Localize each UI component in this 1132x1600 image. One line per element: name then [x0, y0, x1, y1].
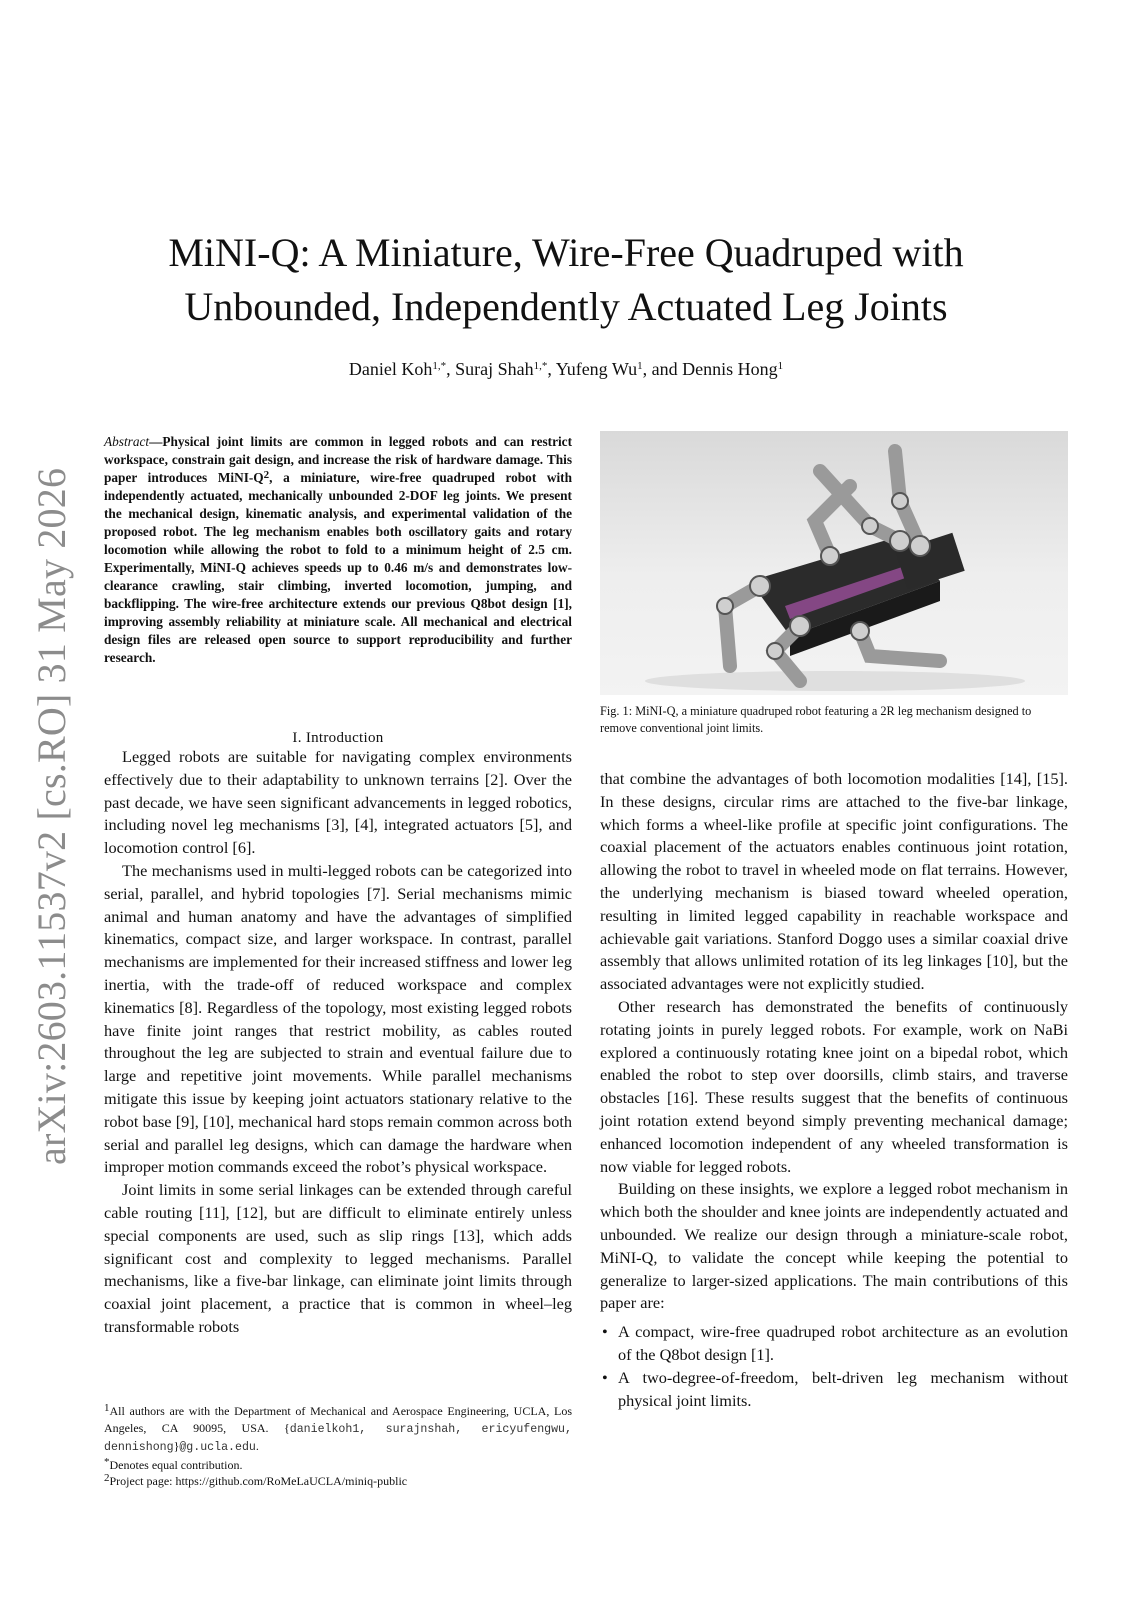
right-column-body: [600, 768, 1068, 1412]
author-emails: danielkoh1, surajnshah, ericyufengwu, dennishong: [104, 1422, 572, 1454]
abstract-label: Abstract: [104, 434, 150, 449]
arxiv-identifier: [22, 465, 82, 1165]
footnote-marker: *: [104, 1455, 110, 1468]
left-column-body: [104, 746, 572, 1339]
author-name: , Suraj Shah: [446, 359, 534, 379]
author-name: , Yufeng Wu: [547, 359, 638, 379]
contributions-list: [600, 1321, 1068, 1412]
footnotes: [104, 1403, 572, 1490]
footnote-marker: 1: [104, 1402, 110, 1414]
author-affiliation: 1: [777, 360, 784, 372]
footnote-2: [104, 1473, 572, 1490]
paragraph: Joint limits in some serial linkages can be extended through careful cable routing [11], [12], but are difficult to eliminate entirely unless special components are used, such as slip rings [13], which adds significant cost and complexity to legged mechanisms. Parallel mechanisms, like a five-bar linkage, can eliminate joint limits through coaxial joint placement, a practice that is common in wheel–leg transformable robots: [104, 1180, 572, 1336]
list-item: • A compact, wire-free quadruped robot architecture as an evolution of the Q8bot design [1].: [600, 1321, 1068, 1367]
author-list: [0, 357, 1132, 381]
abstract: [104, 433, 572, 667]
author-affiliation: 1: [637, 360, 643, 372]
figure-caption: Fig. 1: MiNI-Q, a miniature quadruped robot featuring a 2R leg mechanism designed to remove conventional joint limits.: [600, 704, 1032, 735]
footnote-marker: 2: [104, 1472, 110, 1484]
list-item: • A two-degree-of-freedom, belt-driven leg mechanism without physical joint limits.: [600, 1367, 1068, 1413]
brace: }: [173, 1439, 180, 1453]
paragraph: The mechanisms used in multi-legged robots can be categorized into serial, parallel, and hybrid topologies [7]. Serial mechanisms mimic animal and human anatomy and have the advantages of simplified kinematics, compact size, and larger workspace. In contrast, parallel mechanisms are implemented for their increased stiffness and lower leg inertia, with the trade-off of reduced workspace and complex kinematics [8]. Regardless of the topology, most existing legged robots have finite joint ranges that restrict mobility, as cables routed throughout the leg are subjected to strain and eventual failure due to large and repetitive joint movements. While parallel mechanisms mitigate this issue by keeping joint actuators stationary relative to the robot base [9], [10], mechanical hard stops remain common across both serial and parallel leg designs, which can damage the hardware when improper motion commands exceed the robot’s physical workspace.: [104, 860, 572, 1177]
footnote-1: [104, 1403, 572, 1457]
abstract-text-part-1: —Physical joint limits are common in legged robots and can restrict workspace, constrain gait design, and increase the risk of hardware damage. This paper introduces MiNI-Q: [104, 434, 572, 485]
paragraph: Building on these insights, we explore a legged robot mechanism in which both the shoulder and knee joints are independently actuated and unbounded. We realize our design through a miniature-scale robot, MiNI-Q, to validate the concept while keeping the potential to generalize to larger-sized applications. The main contributions of this paper are:: [600, 1179, 1068, 1313]
email-domain: @g.ucla.edu: [179, 1441, 256, 1454]
author-affiliation: 1,*: [533, 360, 548, 372]
author-name: , and Dennis Hong: [642, 359, 778, 379]
footnote-marker: 2: [263, 469, 270, 481]
section-heading: I. Introduction: [292, 730, 384, 746]
robot-photo-illustration: [600, 431, 1068, 695]
punctuation: .: [255, 1439, 259, 1453]
paragraph: that combine the advantages of both locomotion modalities [14], [15]. In these designs, circular rims are attached to the five-bar linkage, which forms a wheel-like profile at specific joint configurations. The coaxial placement of the actuators enables continuous joint rotation, allowing the robot to travel in wheeled mode on flat terrains. However, the underlying mechanism is biased toward wheeled operation, resulting in limited legged capability in reachable workspace and achievable gait variations. Stanford Doggo uses a similar coaxial drive assembly that allows unlimited rotation of its leg linkages [10], but the associated advantages were not explicitly studied.: [600, 769, 1068, 994]
title-line-2: Unbounded, Independently Actuated Leg Joints: [184, 284, 948, 329]
footnote-text: Denotes equal contribution.: [109, 1457, 243, 1472]
paragraph: Legged robots are suitable for navigating complex environments effectively due to their adaptability to unknown terrains [2]. Over the past decade, we have seen significant advancements in legged robotics, including novel leg mechanisms [3], [4], integrated actuators [5], and locomotion control [6].: [104, 747, 572, 858]
title-line-1: MiNI-Q: A Miniature, Wire-Free Quadruped with: [168, 230, 964, 275]
author-name: Daniel Koh: [348, 359, 433, 379]
arxiv-identifier-text: arXiv:2603.11537v2 [cs.RO] 31 May 2026: [29, 467, 74, 1165]
footnote-equal-contribution: [104, 1457, 572, 1474]
footnote-text: All authors are with the Department of Mechanical and Aerospace Engineering, UCLA, Los Angeles, CA 90095, USA. {: [104, 1404, 572, 1435]
paragraph: Other research has demonstrated the benefits of continuously rotating joints in purely legged robots. For example, work on NaBi explored a continuously rotating knee joint on a bipedal robot, which enabled the robot to step over doorsills, climb stairs, and traverse obstacles [16]. These results suggest that the benefits of continuous joint rotation extend beyond simply preventing mechanical damage; enhanced locomotion independent of any wheeled transformation is now viable for legged robots.: [600, 996, 1068, 1176]
robot-figure: [600, 431, 1068, 695]
paper-title: [0, 226, 1132, 334]
abstract-text-part-2: , a miniature, wire-free quadruped robot with independently actuated, mechanically unbounded 2-DOF leg joints. We present the mechanical design, kinematic analysis, and experimental validation of the proposed robot. The leg mechanism enables both oscillatory gaits and rotary locomotion while allowing the robot to fold to a minimum height of 2.5 cm. Experimentally, MiNI-Q achieves speeds up to 0.46 m/s and demonstrates low-clearance crawling, stair climbing, inverted locomotion, jumping, and backflipping. The wire-free architecture extends our previous Q8bot design [1], improving assembly reliability at miniature scale. All mechanical and electrical design files are released open source to support reproducibility and further research.: [104, 470, 572, 665]
author-affiliation: 1,*: [432, 360, 447, 372]
project-page-link[interactable]: Project page: https://github.com/RoMeLaUCLA/miniq-public: [109, 1474, 408, 1488]
